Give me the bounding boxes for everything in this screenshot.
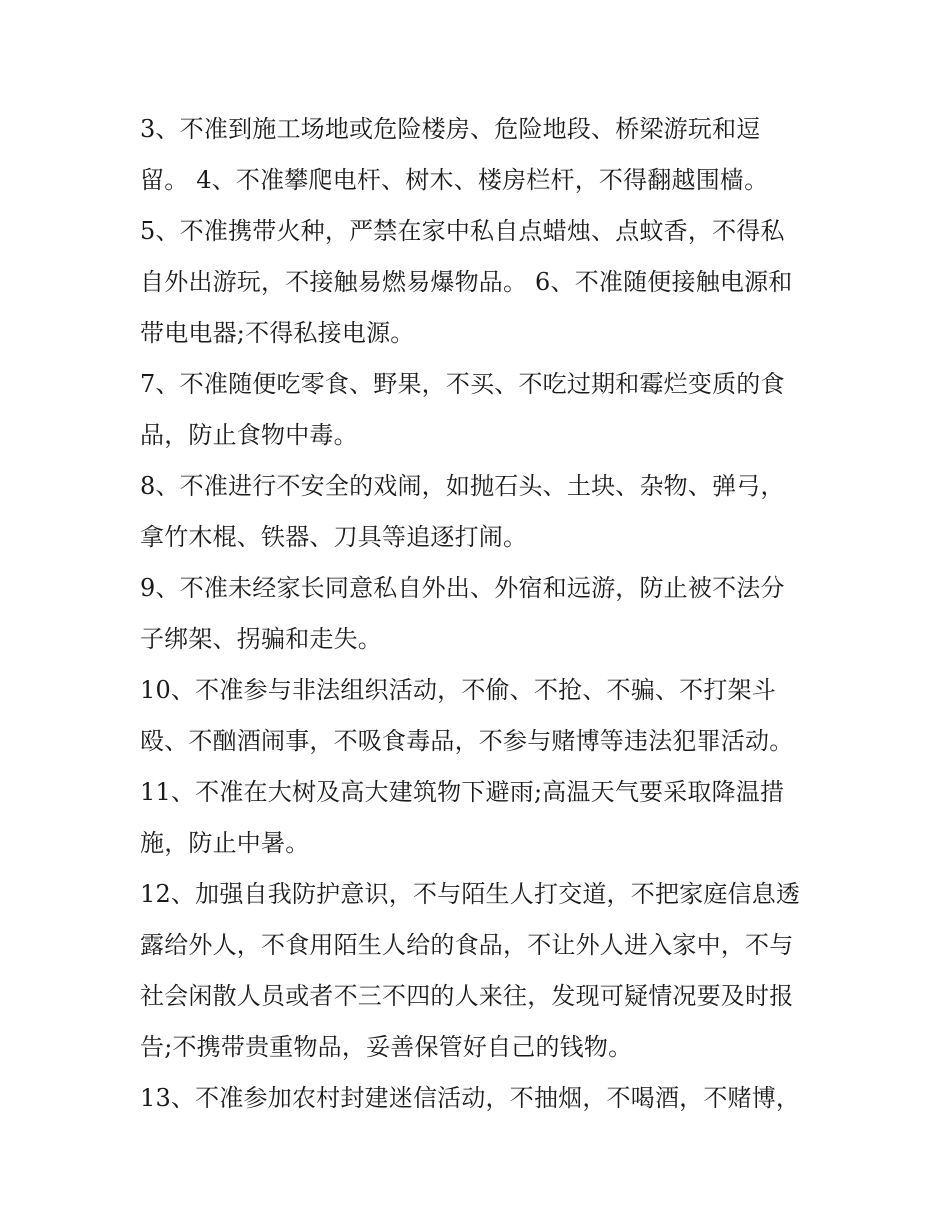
text-line: 露给外人，不食用陌生人给的食品，不让外人进入家中，不与 (140, 931, 794, 959)
text-line: 社会闲散人员或者不三不四的人来往，发现可疑情况要及时报 (140, 982, 794, 1010)
text-line: 自外出游玩，不接触易燃易爆物品。 6、不准随便接触电源和 (140, 268, 793, 296)
text-line: 8、不准进行不安全的戏闹，如抛石头、土块、杂物、弹弓， (140, 472, 785, 500)
text-line: 10、不准参与非法组织活动，不偷、不抢、不骗、不打架斗 (140, 676, 776, 704)
text-line: 9、不准未经家长同意私自外出、外宿和远游，防止被不法分 (140, 574, 785, 602)
text-line: 带电电器;不得私接电源。 (140, 319, 415, 347)
text-line: 施，防止中暑。 (140, 829, 310, 857)
text-line: 13、不准参加农村封建迷信活动，不抽烟，不喝酒，不赌博， (140, 1084, 801, 1112)
text-line: 3、不准到施工场地或危险楼房、危险地段、桥梁游玩和逗 (140, 115, 761, 143)
text-line: 7、不准随便吃零食、野果，不买、不吃过期和霉烂变质的食 (140, 370, 785, 398)
text-line: 5、不准携带火种，严禁在家中私自点蜡烛、点蚊香，不得私 (140, 217, 785, 245)
text-line: 殴、不酗酒闹事，不吸食毒品，不参与赌博等违法犯罪活动。 (140, 727, 794, 755)
document-body (140, 104, 830, 1124)
text-line: 留。 4、不准攀爬电杆、树木、楼房栏杆，不得翻越围樯。 (140, 166, 769, 194)
text-line: 子绑架、拐骗和走失。 (140, 625, 382, 653)
text-line: 11、不准在大树及高大建筑物下避雨;高温天气要采取降温措 (140, 778, 785, 806)
text-line: 品，防止食物中毒。 (140, 421, 358, 449)
text-line: 拿竹木棍、铁器、刀具等追逐打闹。 (140, 523, 528, 551)
text-line: 告;不携带贵重物品，妥善保管好自己的钱物。 (140, 1033, 633, 1061)
text-line: 12、加强自我防护意识，不与陌生人打交道，不把家庭信息透 (140, 880, 801, 908)
